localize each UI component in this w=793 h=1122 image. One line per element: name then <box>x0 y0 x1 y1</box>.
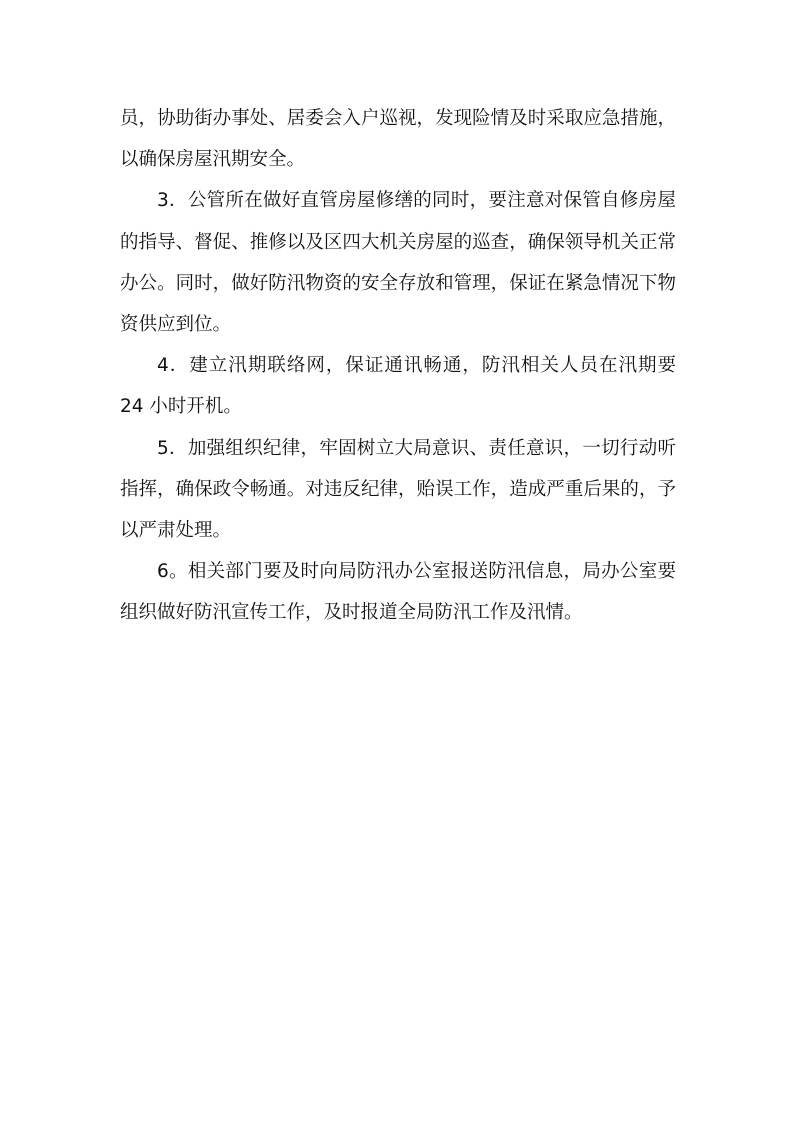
paragraph-item-5: 5．加强组织纪律，牢固树立大局意识、责任意识，一切行动听指挥，确保政令畅通。对违反纪律，贻误工作，造成严重后果的，予以严肃处理。 <box>120 437 676 542</box>
paragraph-continuation: 员，协助街办事处、居委会入户巡视，发现险情及时采取应急措施，以确保房屋汛期安全。 <box>120 108 676 171</box>
paragraph-item-6: 6。相关部门要及时向局防汛办公室报送防汛信息，局办公室要组织做好防汛宣传工作，及时报道全局防汛工作及汛情。 <box>120 561 676 624</box>
paragraph-item-4: 4．建立汛期联络网，保证通讯畅通，防汛相关人员在汛期要 24 小时开机。 <box>120 355 676 418</box>
document-body <box>120 98 676 634</box>
paragraph-item-3: 3．公管所在做好直管房屋修缮的同时，要注意对保管自修房屋的指导、督促、推修以及区四大机关房屋的巡查，确保领导机关正常办公。同时，做好防汛物资的安全存放和管理，保证在紧急情况下物资供应到位。 <box>120 190 676 336</box>
